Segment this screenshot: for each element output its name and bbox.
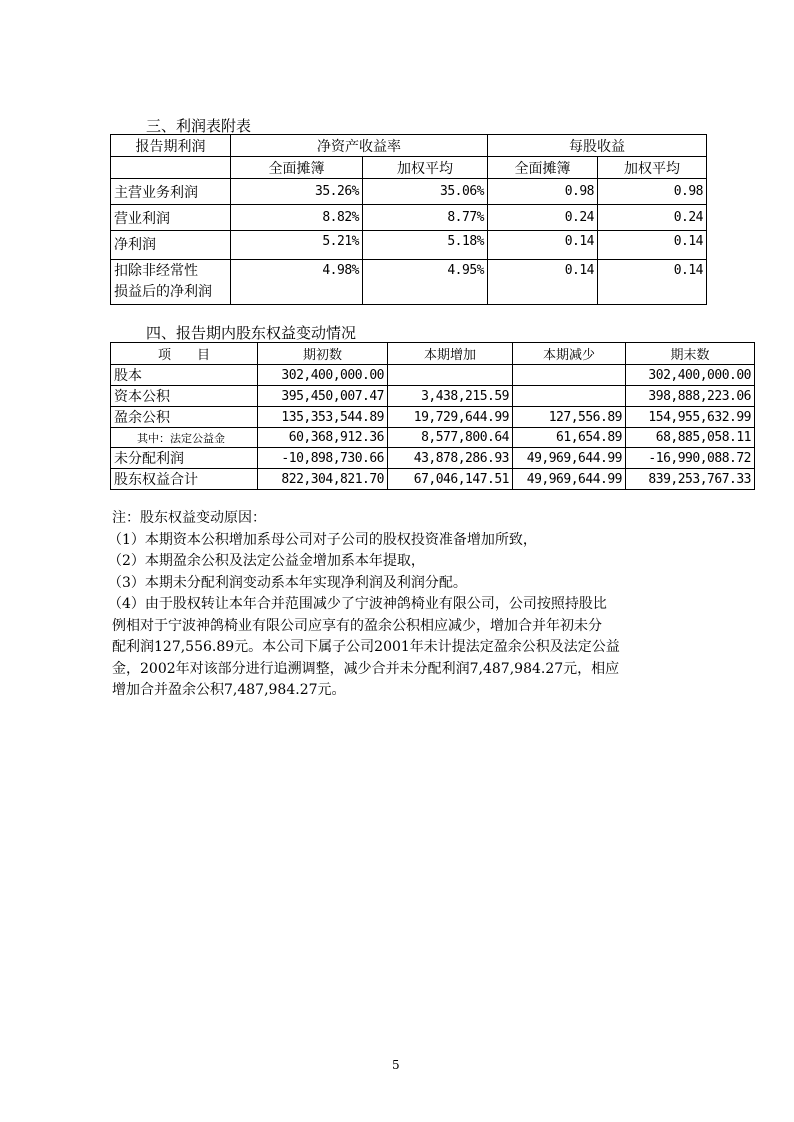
- note-line: （1）本期资本公积增加系母公司对子公司的股权投资准备增加所致，: [108, 531, 537, 548]
- cell: 0.14: [488, 260, 598, 305]
- row-label: [111, 260, 231, 305]
- cell: 135,353,544.89: [258, 407, 388, 428]
- cell: 35.06%: [363, 179, 488, 205]
- table-row: [111, 205, 707, 231]
- cell: [513, 386, 626, 407]
- column-header: 期初数: [258, 343, 388, 365]
- cell: 839,253,767.33: [626, 469, 755, 490]
- row-label: 股本: [111, 365, 258, 386]
- header-weighted: 加权平均: [363, 157, 488, 179]
- page-number: 5: [392, 1058, 400, 1072]
- cell: 398,888,223.06: [626, 386, 755, 407]
- note-line: 注：股东权益变动原因：: [112, 510, 266, 526]
- header-eps: 每股收益: [488, 135, 707, 157]
- table-row: [111, 386, 755, 407]
- section4-title: 四、报告期内股东权益变动情况: [146, 324, 357, 342]
- cell: 395,450,007.47: [258, 386, 388, 407]
- cell: 4.98%: [231, 260, 363, 305]
- cell: 60,368,912.36: [258, 428, 388, 448]
- row-label: 资本公积: [111, 386, 258, 407]
- cell: 49,969,644.99: [513, 469, 626, 490]
- column-header: 本期减少: [513, 343, 626, 365]
- note-line: （3）本期未分配利润变动系本年实现净利润及利润分配。: [108, 574, 467, 591]
- row-label-line: 扣除非经常性: [114, 263, 198, 279]
- cell: 0.24: [488, 205, 598, 231]
- cell: 35.26%: [231, 179, 363, 205]
- cell: [513, 365, 626, 386]
- notes: [108, 508, 620, 702]
- profit-table: [110, 134, 707, 305]
- note-line: 例相对于宁波神鸽椅业有限公司应享有的盈余公积相应减少，增加合并年初未分: [112, 617, 602, 634]
- header-full: 全面摊簿: [231, 157, 363, 179]
- cell: 67,046,147.51: [388, 469, 513, 490]
- note-line: （2）本期盈余公积及法定公益金增加系本年提取，: [108, 553, 425, 569]
- table-row: [111, 428, 755, 448]
- table-row: [111, 179, 707, 205]
- cell: 5.21%: [231, 231, 363, 260]
- cell: 154,955,632.99: [626, 407, 755, 428]
- table-row: [111, 448, 755, 469]
- cell: 8.77%: [363, 205, 488, 231]
- cell: 0.14: [598, 260, 707, 305]
- row-label-line: 损益后的净利润: [114, 284, 212, 300]
- cell: 302,400,000.00: [626, 365, 755, 386]
- cell: -10,898,730.66: [258, 448, 388, 469]
- cell: 43,878,286.93: [388, 448, 513, 469]
- table-row: [111, 231, 707, 260]
- cell: 127,556.89: [513, 407, 626, 428]
- table-row: [111, 365, 755, 386]
- cell: 0.24: [598, 205, 707, 231]
- cell: 49,969,644.99: [513, 448, 626, 469]
- column-header: 项 目: [111, 343, 258, 365]
- cell: 822,304,821.70: [258, 469, 388, 490]
- row-label: 其中：法定公益金: [111, 428, 258, 448]
- cell: -16,990,088.72: [626, 448, 755, 469]
- table-row: [111, 407, 755, 428]
- equity-change-table: [110, 342, 755, 490]
- column-header: 期末数: [626, 343, 755, 365]
- header-report-profit: 报告期利润: [111, 135, 231, 157]
- row-label: 营业利润: [111, 205, 231, 231]
- header-weighted: 加权平均: [598, 157, 707, 179]
- cell: 0.14: [598, 231, 707, 260]
- cell: 0.98: [488, 179, 598, 205]
- cell: 3,438,215.59: [388, 386, 513, 407]
- cell: 8,577,800.64: [388, 428, 513, 448]
- row-label: 未分配利润: [111, 448, 258, 469]
- header-roe: 净资产收益率: [231, 135, 488, 157]
- note-line: 金，2002年对该部分进行追溯调整，减少合并未分配利润7,487,984.27元，相应: [112, 660, 620, 677]
- cell: 8.82%: [231, 205, 363, 231]
- cell: 19,729,644.99: [388, 407, 513, 428]
- section3-title: 三、利润表附表: [146, 117, 252, 135]
- cell: 302,400,000.00: [258, 365, 388, 386]
- note-line: 增加合并盈余公积7,487,984.27元。: [112, 682, 346, 698]
- cell: 0.98: [598, 179, 707, 205]
- cell: 5.18%: [363, 231, 488, 260]
- cell: [388, 365, 513, 386]
- note-line: 配利润127,556.89元。本公司下属子公司2001年未计提法定盈余公积及法定公益: [112, 639, 620, 655]
- cell: 4.95%: [363, 260, 488, 305]
- cell: 68,885,058.11: [626, 428, 755, 448]
- row-label: 股东权益合计: [111, 469, 258, 490]
- table-row: [111, 260, 707, 305]
- cell: 0.14: [488, 231, 598, 260]
- column-header: 本期增加: [388, 343, 513, 365]
- row-label: 主营业务利润: [111, 179, 231, 205]
- table-row: [111, 469, 755, 490]
- note-line: （4）由于股权转让本年合并范围减少了宁波神鸽椅业有限公司，公司按照持股比: [108, 596, 607, 612]
- cell: 61,654.89: [513, 428, 626, 448]
- row-label: 盈余公积: [111, 407, 258, 428]
- header-full: 全面摊簿: [488, 157, 598, 179]
- row-label: 净利润: [111, 231, 231, 260]
